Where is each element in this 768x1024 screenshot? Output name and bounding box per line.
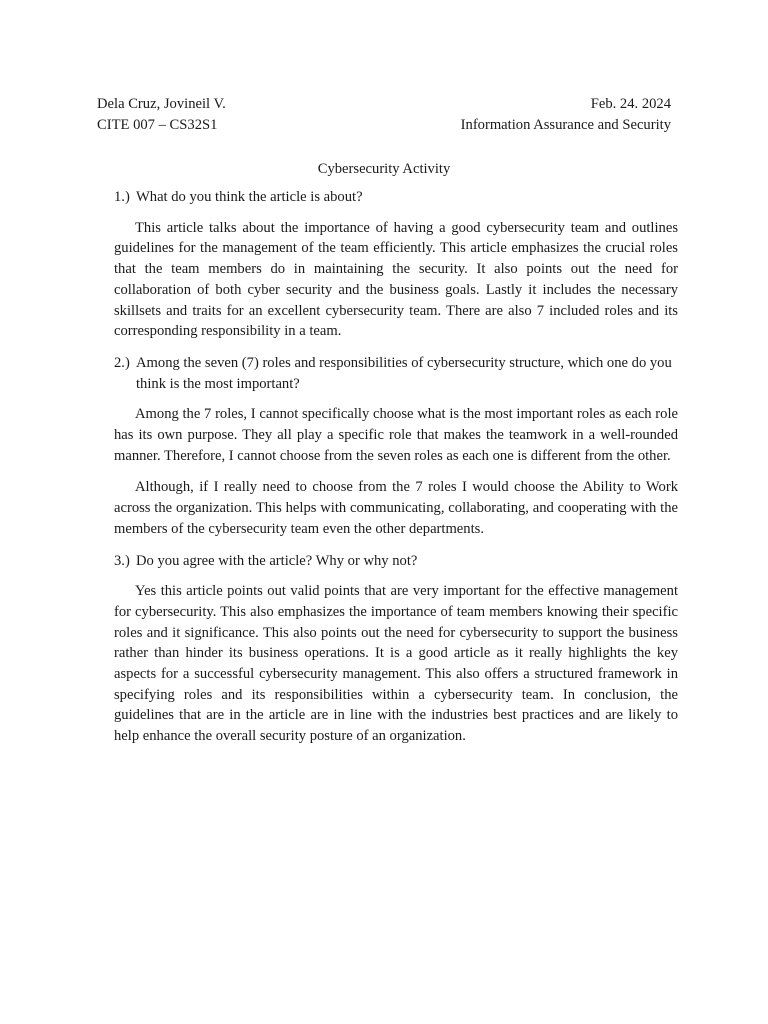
author-name: Dela Cruz, Jovineil V. — [97, 96, 226, 112]
subject-name: Information Assurance and Security — [460, 116, 671, 133]
question-text: Among the seven (7) roles and responsibilities of cybersecurity structure, which one do you think is the most important? — [136, 354, 672, 392]
course-code: CITE 007 – CS32S1 — [97, 116, 218, 133]
document-date: Feb. 24. 2024 — [590, 96, 671, 112]
document-title: Cybersecurity Activity — [317, 161, 451, 177]
question-number: 2.) — [114, 354, 130, 371]
answer-paragraph: Among the 7 roles, I cannot specifically choose what is the most important roles as each role has its own purpose. They all play a specific role that makes the teamwork in a well-rounded manner. Therefore, I cannot choose from the seven roles as each one is different from the other. — [114, 406, 678, 464]
question-3 — [114, 551, 678, 572]
question-2 — [114, 353, 678, 394]
answer-paragraph: This article talks about the importance of having a good cybersecurity team and outlines guidelines for the management of the team efficiently. This article emphasizes the crucial roles that the team members do in maintaining the security. It also points out the need for collaboration of both cyber security and the business goals. Lastly it includes the necessary skillsets and traits for an excellent cybersecurity team. There are also 7 included roles and its corresponding responsibility in a team. — [114, 219, 678, 340]
question-1 — [114, 187, 678, 208]
question-text: What do you think the article is about? — [136, 189, 363, 205]
question-text: Do you agree with the article? Why or why not? — [136, 552, 418, 569]
document-header — [97, 94, 671, 135]
document-body — [114, 187, 678, 747]
answer-paragraph: Yes this article points out valid points that are very important for the effective management for cybersecurity. This also emphasizes the importance of team members knowing their specific roles and it significance. This also points out the need for cybersecurity to support the business rather than hinder its business operations. It is a good article as it really highlights the key aspects for a successful cybersecurity management. This also offers a structured framework in specifying roles and its responsibilities within a cybersecurity team. In conclusion, the guidelines that are in the article are in line with the industries best practices and are likely to help enhance the overall security posture of an organization. — [114, 583, 678, 745]
answer-paragraph: Although, if I really need to choose from the 7 roles I would choose the Ability to Work across the organization. This helps with communicating, collaborating, and cooperating with the members of the cybersecurity team even the other departments. — [114, 479, 678, 537]
question-number: 1.) — [114, 189, 130, 205]
header-row-2 — [97, 115, 671, 136]
question-number: 3.) — [114, 552, 130, 569]
header-row-1 — [97, 94, 671, 115]
